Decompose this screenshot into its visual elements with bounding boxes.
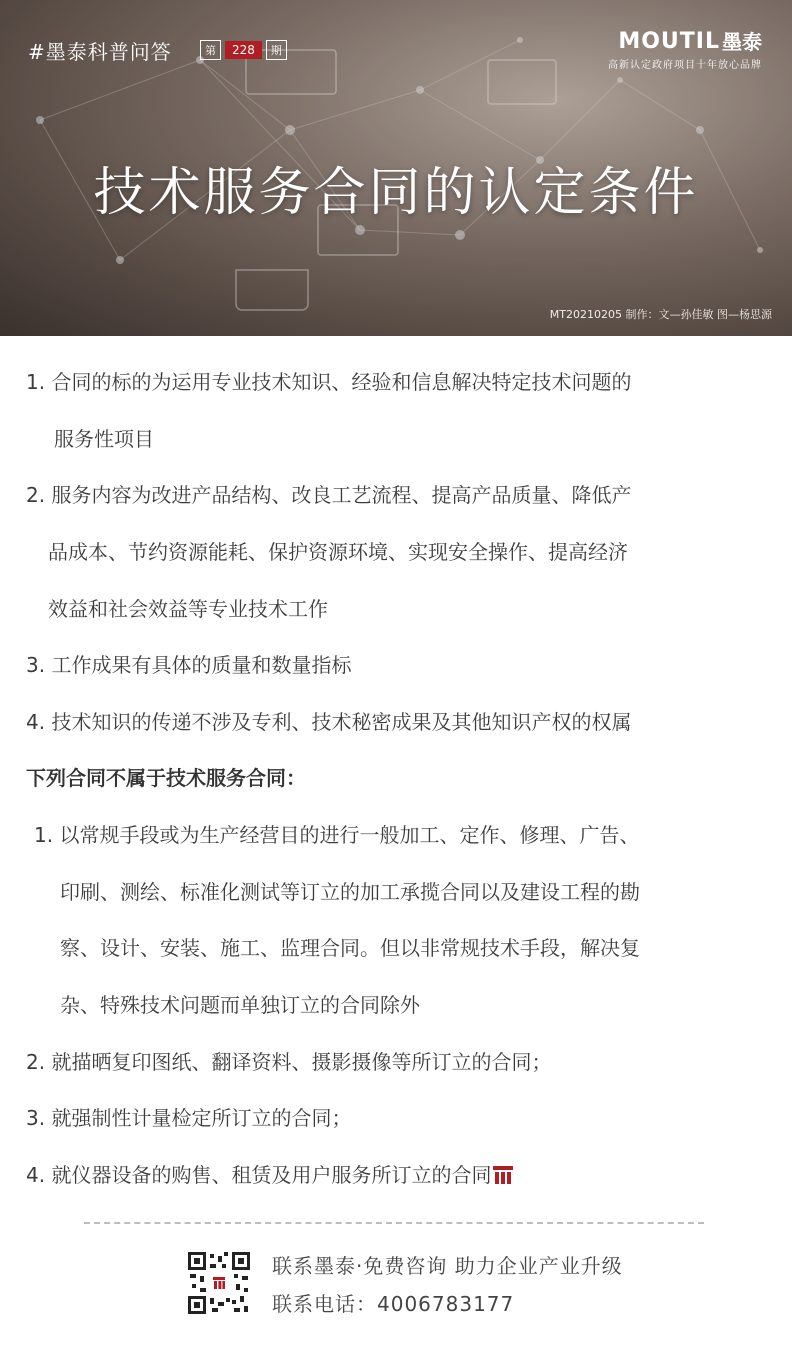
condition-1-line-2: 服务性项目 xyxy=(54,427,154,451)
brand-mark-icon xyxy=(493,1166,513,1184)
brand-logo xyxy=(608,30,762,71)
credit-line: MT20210205 制作：文—孙佳敏 图—杨思源 xyxy=(549,308,772,321)
issue-badge xyxy=(200,40,287,60)
footer-slogan: 联系墨泰·免费咨询 助力企业产业升级 xyxy=(272,1254,623,1278)
condition-3-line-1: 3. 工作成果有具体的质量和数量指标 xyxy=(26,653,352,677)
exclusions-heading: 下列合同不属于技术服务合同： xyxy=(26,766,306,790)
brand-tagline: 高新认定政府项目十年放心品牌 xyxy=(608,60,762,71)
page-title: 技术服务合同的认定条件 xyxy=(93,163,699,223)
hero-banner xyxy=(0,0,792,336)
issue-number: 228 xyxy=(225,41,262,59)
footer-phone[interactable]: 联系电话：4006783177 xyxy=(272,1292,515,1316)
hashtag-label: #墨泰科普问答 xyxy=(28,40,172,64)
issue-suffix: 期 xyxy=(266,40,287,60)
exclusion-1-line-2: 印刷、测绘、标准化测试等订立的加工承揽合同以及建设工程的勘 xyxy=(60,880,640,904)
exclusion-1-line-4: 杂、特殊技术问题而单独订立的合同除外 xyxy=(60,993,420,1017)
exclusion-3-line-1: 3. 就强制性计量检定所订立的合同； xyxy=(26,1106,352,1130)
exclusion-1-line-1: 1. 以常规手段或为生产经营目的进行一般加工、定作、修理、广告、 xyxy=(34,823,640,847)
condition-2-line-1: 2. 服务内容为改进产品结构、改良工艺流程、提高产品质量、降低产 xyxy=(26,483,632,507)
issue-prefix: 第 xyxy=(200,40,221,60)
condition-2-line-3: 效益和社会效益等专业技术工作 xyxy=(48,597,328,621)
brand-name-latin: MOUTIL xyxy=(618,29,720,54)
qr-code-icon[interactable] xyxy=(188,1252,250,1314)
exclusion-4-line-1: 4. 就仪器设备的购售、租赁及用户服务所订立的合同 xyxy=(26,1163,492,1187)
condition-4-line-1: 4. 技术知识的传递不涉及专利、技术秘密成果及其他知识产权的权属 xyxy=(26,710,632,734)
exclusion-2-line-1: 2. 就描晒复印图纸、翻译资料、摄影摄像等所订立的合同； xyxy=(26,1050,552,1074)
condition-2-line-2: 品成本、节约资源能耗、保护资源环境、实现安全操作、提高经济 xyxy=(48,540,628,564)
brand-name-cn: 墨泰 xyxy=(722,30,762,54)
exclusion-1-line-3: 察、设计、安装、施工、监理合同。但以非常规技术手段，解决复 xyxy=(60,936,640,960)
footer-divider xyxy=(84,1222,704,1224)
exclusion-4-row xyxy=(26,1161,513,1189)
condition-1-line-1: 1. 合同的标的为运用专业技术知识、经验和信息解决特定技术问题的 xyxy=(26,370,632,394)
